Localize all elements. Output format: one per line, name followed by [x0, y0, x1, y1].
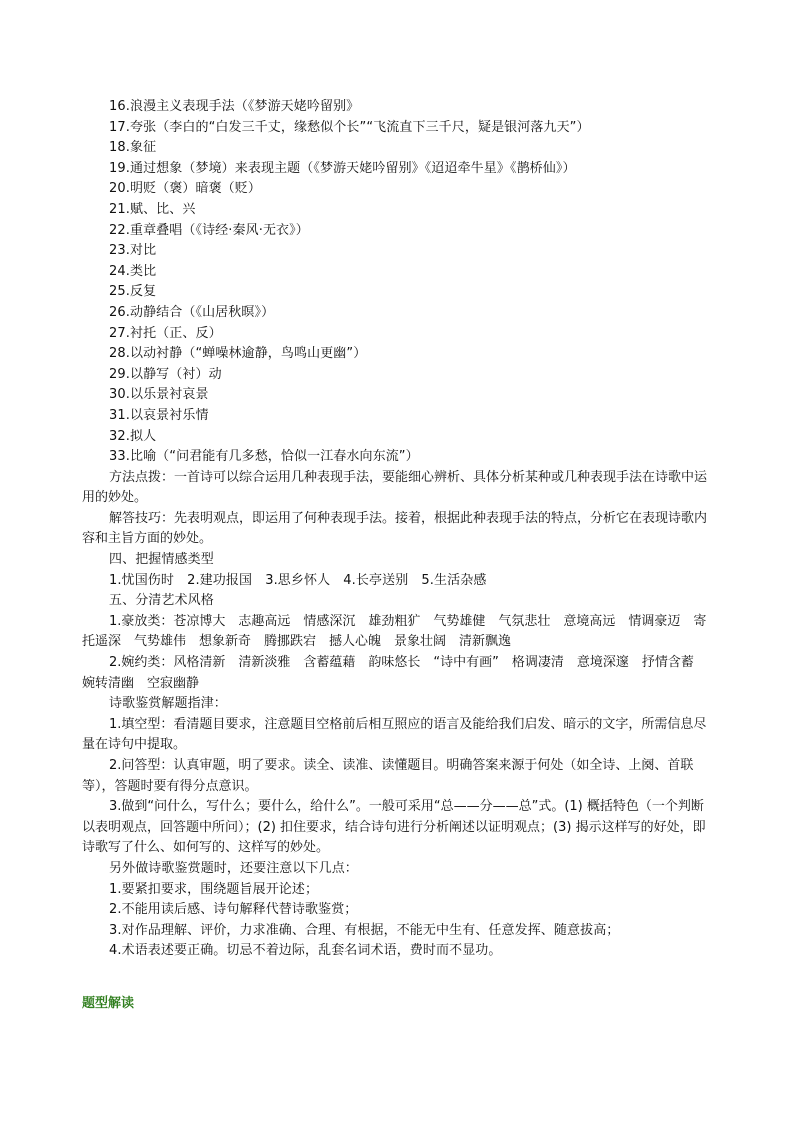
emotion-types: 1.忧国伤时 2.建功报国 3.思乡怀人 4.长亭送别 5.生活杂感 [109, 572, 487, 588]
method-tip-paragraph: 方法点拨：一首诗可以综合运用几种表现手法，要能细心辨析、具体分析某种或几种表现手法在诗歌中运用的妙处。 [82, 469, 708, 506]
note-item: 1.要紧扣要求，围绕题旨展开论述； [109, 881, 319, 897]
note-item: 4.术语表述要正确。切忌不着边际，乱套名词术语，费时而不显功。 [109, 943, 502, 959]
list-item: 32.拟人 [109, 428, 157, 444]
note-item: 3.对作品理解、评价，力求准确、合理、有根据，不能无中生有、任意发挥、随意拔高； [109, 922, 620, 938]
guide-paragraph: 3.做到“问什么，写什么；要什么，给什么”。一般可采用“总——分——总”式。(1) 概括特色（一个判断以表明观点，回答题中所问）；(2) 扣住要求，结合诗句进行分析阐述以证明观点；(3) 揭示这样写的好处，即诗歌写了什么、如何写的、这样写的妙处。 [82, 799, 706, 856]
list-item: 33.比喻（“问君能有几多愁，恰似一江春水向东流”） [109, 449, 419, 465]
list-item: 26.动静结合（《山居秋暝》） [109, 304, 275, 320]
notes-heading: 另外做诗歌鉴赏题时，还要注意以下几点： [109, 860, 358, 876]
section-title: 题型解读 [82, 996, 135, 1011]
list-item: 19.通过想象（梦境）来表现主题（《梦游天姥吟留别》《迢迢牵牛星》《鹊桥仙》） [109, 160, 576, 176]
list-item: 31.以哀景衬乐情 [109, 407, 209, 423]
list-item: 28.以动衬静（“蝉噪林逾静，鸟鸣山更幽”） [109, 346, 367, 362]
style-heading: 五、分清艺术风格 [109, 593, 214, 609]
list-item: 27.衬托（正、反） [109, 325, 222, 341]
guide-paragraph: 1.填空型：看清题目要求，注意题目空格前后相互照应的语言及能给我们启发、暗示的文字，所需信息尽量在诗句中提取。 [82, 716, 707, 753]
emotion-heading: 四、把握情感类型 [109, 552, 214, 568]
content-block [82, 97, 714, 962]
style-graceful-paragraph: 2.婉约类：风格清新 清新淡雅 含蓄蕴藉 韵味悠长 “诗中有画” 格调凄清 意境深邃 抒情含蓄 婉转清幽 空寂幽静 [82, 655, 707, 691]
note-item: 2.不能用读后感、诗句解释代替诗歌鉴赏； [109, 902, 358, 918]
list-item: 29.以静写（衬）动 [109, 366, 222, 382]
list-item: 23.对比 [109, 243, 157, 259]
list-item: 25.反复 [109, 284, 157, 300]
list-item: 18.象征 [109, 140, 157, 156]
list-item: 24.类比 [109, 263, 157, 279]
style-bold-paragraph: 1.豪放类：苍凉博大 志趣高远 情感深沉 雄劲粗犷 气势雄健 气氛悲壮 意境高远 情调豪迈 寄托遥深 气势雄伟 想象新奇 腾挪跌宕 撼人心魄 景象壮阔 清新飘逸 [82, 613, 707, 650]
list-item: 17.夸张（李白的“白发三千丈，缘愁似个长”“飞流直下三千尺，疑是银河落九天”） [109, 119, 590, 135]
list-item: 30.以乐景衬哀景 [109, 387, 209, 403]
list-item: 21.赋、比、兴 [109, 201, 196, 217]
list-item: 22.重章叠唱（《诗经·秦风·无衣》） [109, 222, 309, 238]
guide-heading: 诗歌鉴赏解题指津： [109, 696, 227, 712]
list-item: 16.浪漫主义表现手法（《梦游天姥吟留别》 [109, 99, 360, 114]
list-item: 20.明贬（褒）暗褒（贬） [109, 181, 261, 197]
guide-paragraph: 2.问答型：认真审题，明了要求。读全、读准、读懂题目。明确答案来源于何处（如全诗、上阕、首联等），答题时要有得分点意识。 [82, 758, 694, 794]
answer-tip-paragraph: 解答技巧：先表明观点，即运用了何种表现手法。接着，根据此种表现手法的特点，分析它在表现诗歌内容和主旨方面的妙处。 [82, 510, 708, 547]
